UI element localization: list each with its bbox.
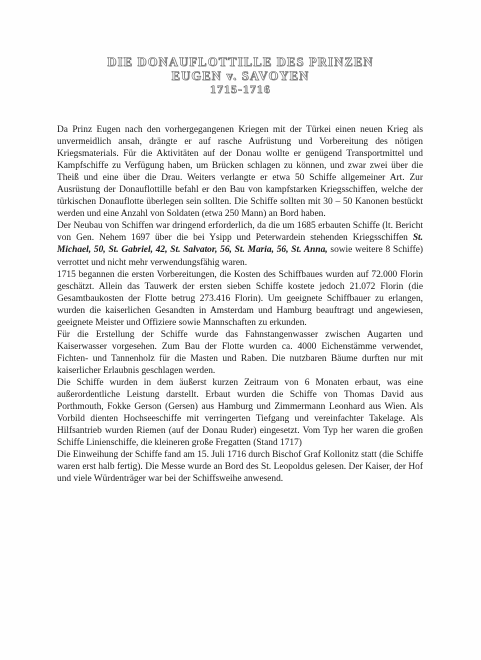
- paragraph-3: 1715 begannen die ersten Vorbereitungen, die Kosten des Schiffbaues wurden auf 72.000 Florin geschätzt. Allein das Tauwerk der ersten sieben Schiffe kostete jedoch 21.072 Florin (die Gesamtbaukosten der Flotte betrug 273.416 Florin). Um geeignete Schiffbauer zu erlangen, wurden die kaiserlichen Gesandten in Amsterdam und Hamburg beauftragt und angewiesen, geeignete Meister und Offiziere sowie Mannschaften zu erkunden.: [57, 269, 423, 328]
- ship-names: St. Michael, 50, St. Gabriel, 42, St. Salvator, 56, St. Maria, 56, St. Anna,: [57, 233, 423, 256]
- paragraph-2-text-a: Der Neubau von Schiffen war dringend erforderlich, da die um 1685 erbauten Schiffe (lt. Bericht von Gen. Nehem 1697 über die bei Ysipp und Peterwardein stehenden Kriegsschiffen: [57, 221, 423, 244]
- document-title: [0, 55, 481, 97]
- paragraph-4: Für die Erstellung der Schiffe wurde das Fahnstangenwasser zwischen Augarten und Kaiserwasser vorgesehen. Zum Bau der Flotte wurden ca. 4000 Eichenstämme verwendet, Fichten- und Tannenholz für die Masten und Raben. Die nutzbaren Bäume durften nur mit kaiserlicher Erlaubnis geschlagen werden.: [57, 329, 423, 376]
- paragraph-6: Die Einweihung der Schiffe fand am 15. Juli 1716 durch Bischof Graf Kollonitz statt (die Schiffe waren erst halb fertig). Die Messe wurde an Bord des St. Leopoldus gelesen. Der Kaiser, der Hof und viele Würdenträger war bei der Schiffsweihe anwesend.: [57, 450, 423, 485]
- title-line-2: EUGEN v. SAVOYEN: [171, 69, 310, 83]
- document-body: [57, 124, 423, 485]
- paragraph-2-text-b: sowie weitere 8 Schiffe) verrottet und nicht mehr verwendungsfähig waren.: [57, 245, 424, 268]
- paragraph-5: Die Schiffe wurden in dem äußerst kurzen Zeitraum von 6 Monaten erbaut, was eine außerordentliche Leistung darstellt. Erbaut wurden die Schiffe von Thomas David aus Porthmouth, Fokke Gerson (Gersen) aus Hamburg und Zimmermann Leonhard aus Wien. Als Vorbild dienten Hochseeschiffe mit verringerten Tiefgang und vereinfachter Takelage. Als Hilfsantrieb wurden Riemen (auf der Donau Ruder) eingesetzt. Vom Typ her waren die großen Schiffe Linienschiffe, die kleineren große Fregatten (Stand 1717): [57, 377, 423, 449]
- paragraph-1: Da Prinz Eugen nach den vorhergegangenen Kriegen mit der Türkei einen neuen Krieg als unvermeidlich ansah, drängte er auf rasche Aufrüstung und Vorbereitung des nötigen Kriegsmaterials. Für die Aktivitäten auf der Donau wollte er genügend Transportmittel und Kampfschiffe zu Verfügung haben, um Brücken schlagen zu können, und zwar zwei über die Theiß und eine über die Drau. Weiters verlangte er etwa 50 Schiffe allgemeiner Art. Zur Ausrüstung der Donauflottille befahl er den Bau von kampfstarken Kriegsschiffen, welche der türkischen Donauflotte überlegen sein sollten. Die Schiffe sollten mit 30 – 50 Kanonen bestückt werden und eine Anzahl von Soldaten (etwa 250 Mann) an Bord haben.: [57, 125, 423, 220]
- title-line-1: DIE DONAUFLOTTILLE DES PRINZEN: [107, 55, 374, 69]
- title-line-3: 1715-1716: [210, 84, 271, 96]
- paragraph-2: [57, 220, 423, 268]
